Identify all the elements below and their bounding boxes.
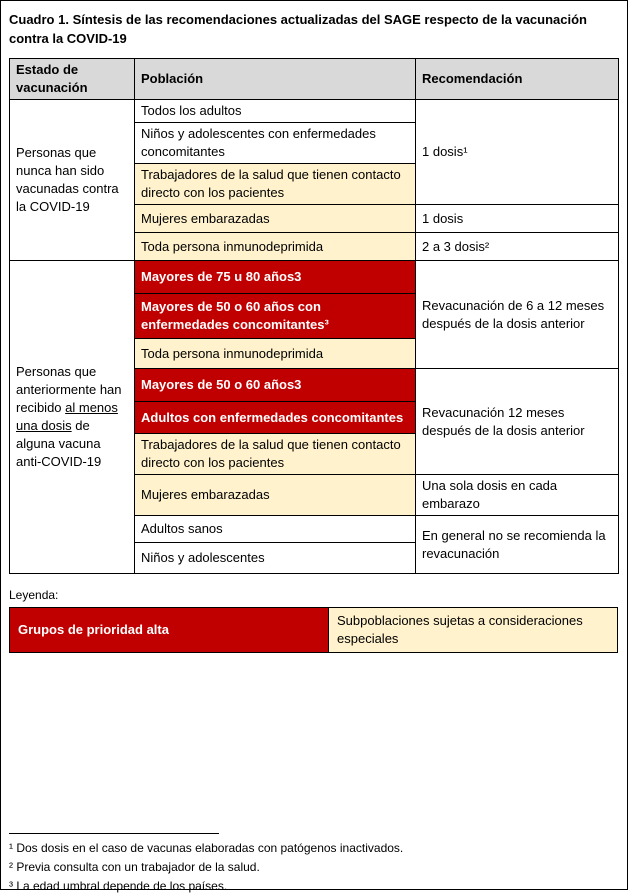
recommendation-cell: 2 a 3 dosis² xyxy=(416,233,619,261)
status-cell-never-vaccinated: Personas que nunca han sido vacunadas contra la COVID-19 xyxy=(10,100,135,261)
population-cell: Adultos sanos xyxy=(135,516,416,543)
table-header-row xyxy=(10,59,619,100)
population-cell: Niños y adolescentes xyxy=(135,543,416,574)
population-cell: Adultos con enfermedades concomitantes xyxy=(135,402,416,434)
population-cell: Mujeres embarazadas xyxy=(135,475,416,516)
population-cell: Mayores de 50 o 60 años con enfermedades concomitantes³ xyxy=(135,294,416,339)
column-header-estado-de-vacunacion: Estado de vacunación xyxy=(10,59,135,100)
legend-label: Leyenda: xyxy=(9,588,59,602)
page-title: Cuadro 1. Síntesis de las recomendaciones actualizadas del SAGE respecto de la vacunación contra la COVID-19 xyxy=(9,12,587,46)
legend-table xyxy=(9,607,618,653)
recommendation-cell: Revacunación 12 meses después de la dosis anterior xyxy=(416,369,619,475)
footnote-2: ² Previa consulta con un trabajador de la salud. xyxy=(9,860,260,874)
status-cell-previously-vaccinated xyxy=(10,261,135,574)
recommendations-table xyxy=(9,58,619,574)
population-cell: Mujeres embarazadas xyxy=(135,205,416,233)
column-header-recomendacion: Recomendación xyxy=(416,59,619,100)
recommendation-cell: Una sola dosis en cada embarazo xyxy=(416,475,619,516)
document-page xyxy=(1,1,627,896)
footnote-1: ¹ Dos dosis en el caso de vacunas elaboradas con patógenos inactivados. xyxy=(9,841,404,855)
footnote-separator-line xyxy=(9,833,219,834)
population-cell: Niños y adolescentes con enfermedades concomitantes xyxy=(135,123,416,164)
footnote-3: ³ La edad umbral depende de los países. xyxy=(9,879,228,893)
population-cell: Todos los adultos xyxy=(135,100,416,123)
population-cell: Trabajadores de la salud que tienen contacto directo con los pacientes xyxy=(135,164,416,205)
footnotes-section xyxy=(9,839,619,896)
whitespace-spacer xyxy=(9,653,619,833)
legend-row xyxy=(10,608,618,653)
population-cell: Trabajadores de la salud que tienen contacto directo con los pacientes xyxy=(135,434,416,475)
recommendation-cell: En general no se recomienda la revacunación xyxy=(416,516,619,574)
legend-high-priority-cell: Grupos de prioridad alta xyxy=(10,608,329,653)
column-header-poblacion: Población xyxy=(135,59,416,100)
legend-special-considerations-cell: Subpoblaciones sujetas a consideraciones especiales xyxy=(329,608,618,653)
population-cell: Mayores de 75 u 80 años3 xyxy=(135,261,416,294)
recommendation-cell: 1 dosis¹ xyxy=(416,100,619,205)
status-text: de alguna vacuna anti-COVID-19 xyxy=(16,418,102,469)
population-cell: Mayores de 50 o 60 años3 xyxy=(135,369,416,402)
population-cell: Toda persona inmunodeprimida xyxy=(135,233,416,261)
recommendation-cell: 1 dosis xyxy=(416,205,619,233)
table-row xyxy=(10,261,619,294)
status-text: Personas que anteriormente han recibido xyxy=(16,364,122,415)
table-row xyxy=(10,100,619,123)
status-underlined-text: al menos una dosis xyxy=(16,400,118,433)
population-cell: Toda persona inmunodeprimida xyxy=(135,339,416,369)
recommendation-cell: Revacunación de 6 a 12 meses después de la dosis anterior xyxy=(416,261,619,369)
